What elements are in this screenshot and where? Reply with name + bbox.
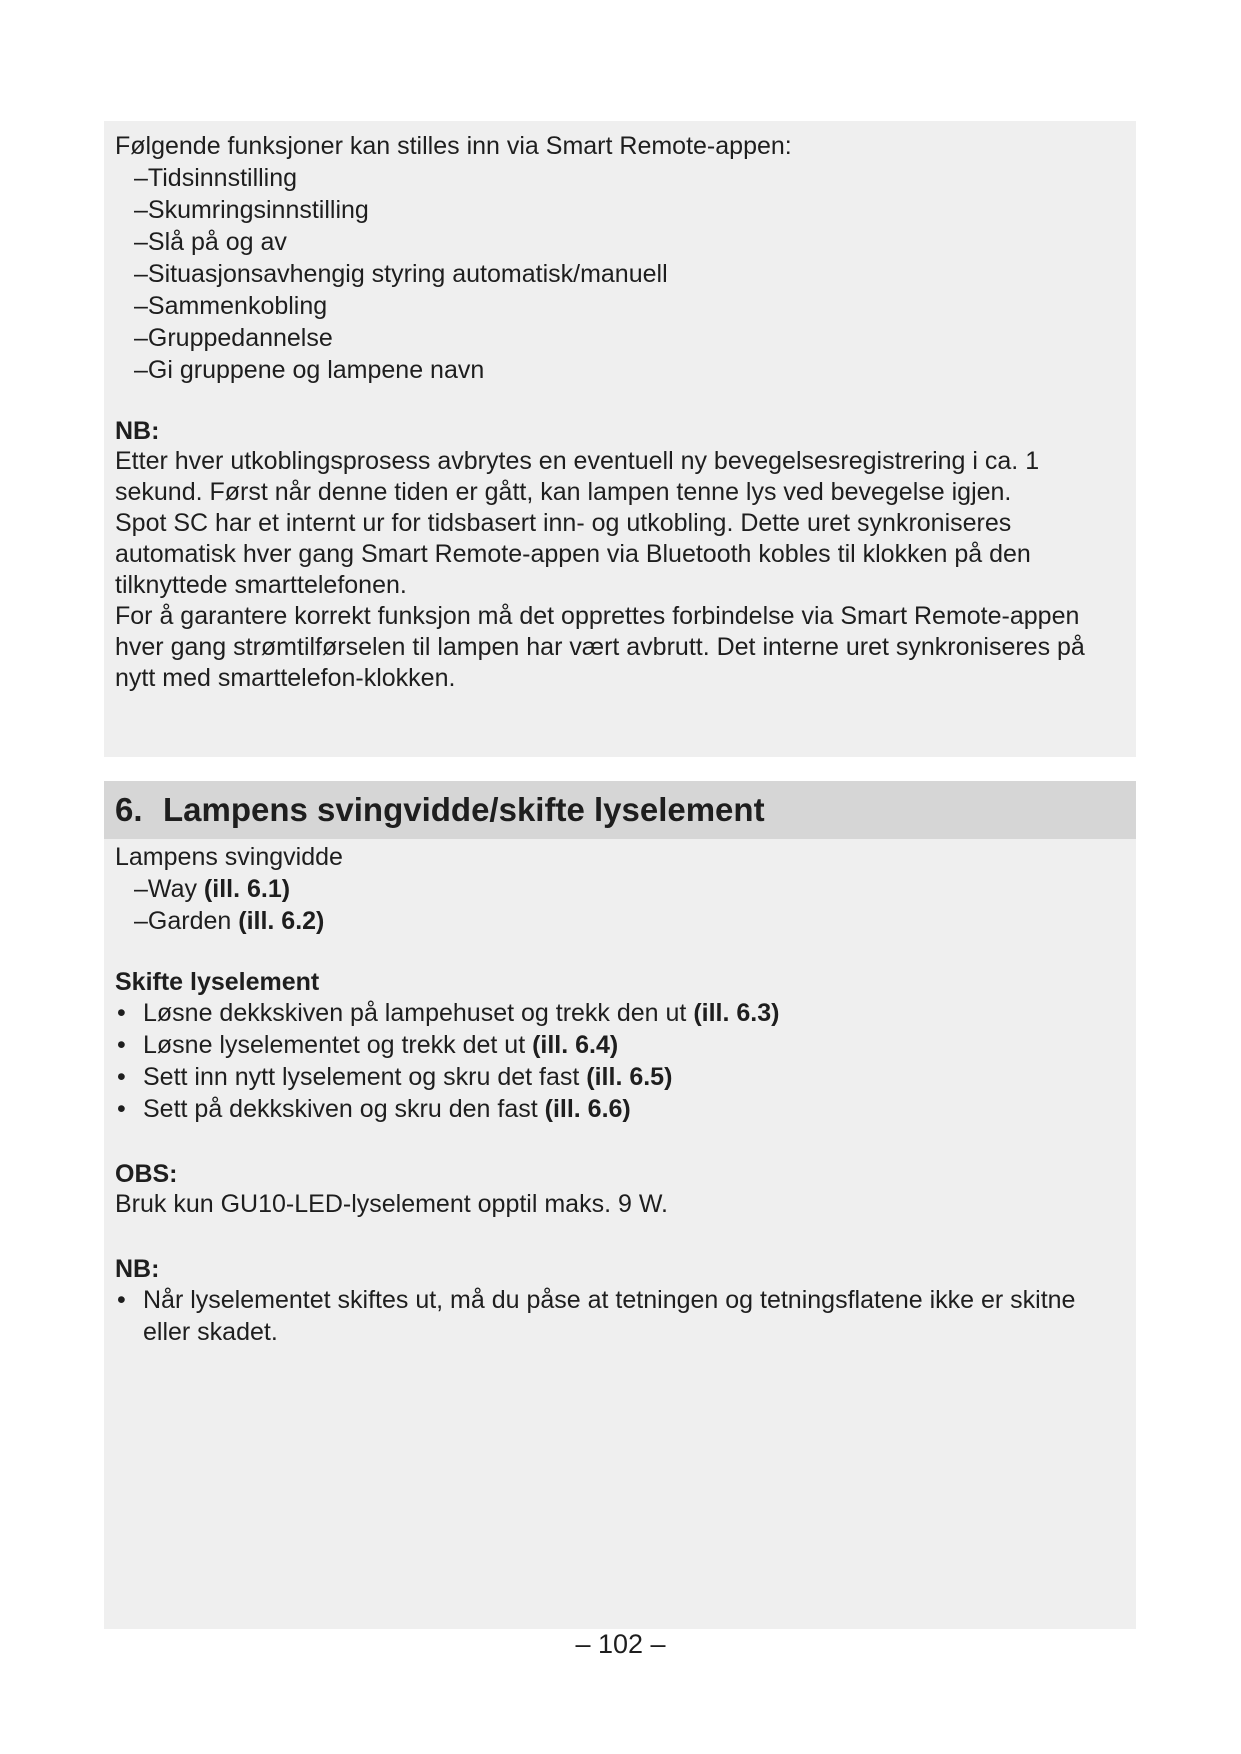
list-item: –Skumringsinnstilling xyxy=(134,196,369,224)
note-paragraph: For å garantere korrekt funksjon må det opprettes forbindelse via Smart Remote-appen hver gang strømtilførselen til lampen har vært avbrutt. Det interne uret synkroniseres på nytt med smarttelefon-klokken. xyxy=(115,602,1085,692)
obs-text: Bruk kun GU10-LED-lyselement opptil maks. 9 W. xyxy=(115,1190,668,1218)
smart-remote-info-box xyxy=(104,121,1136,757)
section-6-box xyxy=(104,781,1136,1629)
note-heading: NB: xyxy=(115,417,160,445)
functions-list xyxy=(115,162,1116,386)
list-item: –Situasjonsavhengig styring automatisk/manuell xyxy=(134,260,668,288)
section-heading xyxy=(104,781,1136,839)
list-item: –Gruppedannelse xyxy=(134,324,333,352)
functions-lead: Følgende funksjoner kan stilles inn via Smart Remote-appen: xyxy=(115,132,792,160)
nb-heading: NB: xyxy=(115,1255,160,1283)
section-number: 6. xyxy=(115,791,143,828)
list-item: –Gi gruppene og lampene navn xyxy=(134,356,485,384)
list-item: –Way (ill. 6.1) xyxy=(134,875,291,903)
list-item: –Slå på og av xyxy=(134,228,287,256)
note-paragraph: Etter hver utkoblingsprosess avbrytes en eventuell ny bevegelsesregistrering i ca. 1 sekund. Først når denne tiden er gått, kan lampen tenne lys ved bevegelse igjen. xyxy=(115,447,1040,506)
list-item: • Når lyselementet skiftes ut, må du påse at tetningen og tetningsflatene ikke er skitne eller skadet. xyxy=(117,1286,1076,1346)
list-item: –Sammenkobling xyxy=(134,292,328,320)
list-item: • Løsne dekkskiven på lampehuset og trekk den ut (ill. 6.3) xyxy=(117,999,780,1027)
list-item: • Sett på dekkskiven og skru den fast (ill. 6.6) xyxy=(117,1095,631,1123)
swing-label: Lampens svingvidde xyxy=(115,843,343,871)
list-item: –Tidsinnstilling xyxy=(134,164,298,192)
obs-heading: OBS: xyxy=(115,1160,178,1188)
list-item: –Garden (ill. 6.2) xyxy=(134,907,325,935)
page-number: – 102 – xyxy=(575,1629,666,1659)
section-title: Lampens svingvidde/skifte lyselement xyxy=(163,791,765,828)
list-item: • Løsne lyselementet og trekk det ut (ill. 6.4) xyxy=(117,1031,619,1059)
replace-heading: Skifte lyselement xyxy=(115,968,320,996)
list-item: • Sett inn nytt lyselement og skru det fast (ill. 6.5) xyxy=(117,1063,673,1091)
note-paragraph: Spot SC har et internt ur for tidsbasert inn- og utkobling. Dette uret synkroniseres automatisk hver gang Smart Remote-appen via Bluetooth kobles til klokken på den tilknyttede smarttelefonen. xyxy=(115,509,1031,599)
